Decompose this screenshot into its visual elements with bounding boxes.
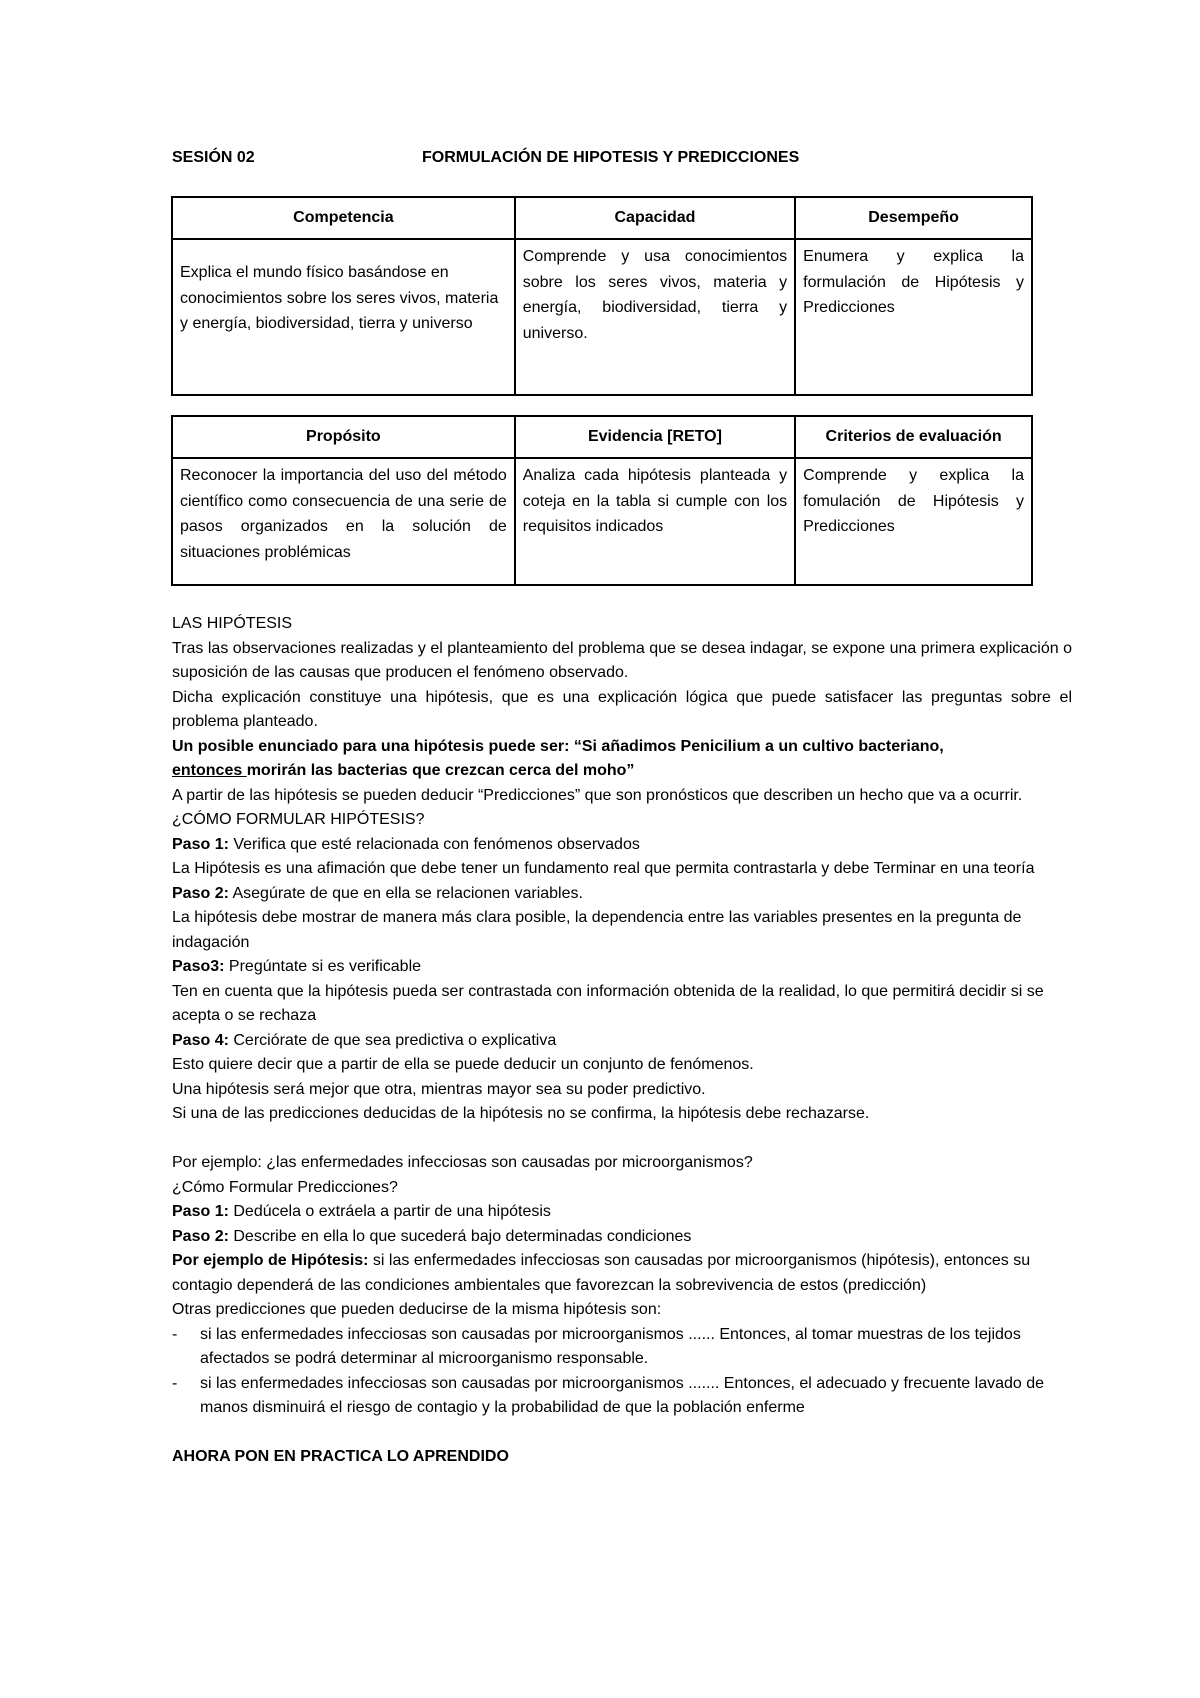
step-text: Verifica que esté relacionada con fenómenos observados — [228, 835, 640, 853]
paragraph: Dicha explicación constituye una hipótesis, que es una explicación lógica que puede satisfacer las preguntas sobre el problema planteado. — [172, 688, 1072, 730]
step-description: Si una de las predicciones deducidas de la hipótesis no se confirma, la hipótesis debe rechazarse. — [172, 1105, 870, 1122]
table-row — [172, 239, 1032, 395]
table-header-cell: Criterios de evaluación — [795, 416, 1032, 458]
table-header-cell: Competencia — [172, 197, 515, 239]
table-header-cell: Evidencia [RETO] — [515, 416, 795, 458]
table-cell-evidencia: Analiza cada hipótesis planteada y coteja en la tabla si cumple con los requisitos indicados — [515, 458, 795, 585]
step-label: Paso 2: — [172, 884, 229, 902]
table-cell-proposito: Reconocer la importancia del uso del método científico como consecuencia de una serie de pasos organizados en la solución de situaciones problémicas — [172, 458, 515, 585]
step-text: Describe en ella lo que sucederá bajo determinadas condiciones — [228, 1227, 692, 1245]
document-header — [172, 146, 1032, 170]
list-item-text: si las enfermedades infecciosas son causadas por microorganismos ....... Entonces, el adecuado y frecuente lavado de manos disminuirá el riesgo de contagio y la probabilidad de que la población enferme — [200, 1374, 1045, 1416]
step — [172, 1225, 1072, 1250]
example-label: Por ejemplo de Hipótesis: — [172, 1252, 369, 1269]
table-row — [172, 458, 1032, 585]
step-text: Asegúrate de que en ella se relacionen variables. — [228, 884, 583, 902]
paragraph: Tras las observaciones realizadas y el planteamiento del problema que se desea indagar, se expone una primera explicación o suposición de las causas que producen el fenómeno observado. — [172, 639, 1072, 681]
section-heading: LAS HIPÓTESIS — [172, 615, 293, 632]
table-header-row — [172, 416, 1032, 458]
list-item — [172, 1372, 1072, 1421]
step-text: Dedúcela o extráela a partir de una hipótesis — [228, 1203, 551, 1220]
page-title: FORMULACIÓN DE HIPOTESIS Y PREDICCIONES — [422, 149, 800, 166]
spacer — [172, 1127, 1072, 1152]
step — [172, 882, 1072, 907]
step-description: Ten en cuenta que la hipótesis pueda ser contrastada con información obtenida de la realidad, lo que permitirá decidir si se acepta o se rechaza — [172, 982, 1044, 1024]
example-text: Un posible enunciado para una hipótesis puede ser: “Si añadimos Penicilium a un cultivo bacteriano, — [172, 737, 944, 755]
example-text: morirán las bacterias que crezcan cerca del moho” — [246, 762, 635, 779]
step-label: Paso3: — [172, 958, 225, 975]
document-body — [172, 612, 1072, 1470]
step-text: Cerciórate de que sea predictiva o explicativa — [228, 1031, 557, 1049]
step-label: Paso 1: — [172, 835, 229, 853]
section-heading: ¿Cómo Formular Predicciones? — [172, 1178, 398, 1196]
table-header-cell: Propósito — [172, 416, 515, 458]
step-description: La hipótesis debe mostrar de manera más clara posible, la dependencia entre las variables presentes en la pregunta de indagación — [172, 909, 1022, 951]
step-description: Esto quiere decir que a partir de ella se puede deducir un conjunto de fenómenos. — [172, 1056, 754, 1073]
session-label: SESIÓN 02 — [172, 149, 255, 166]
example-text: si las enfermedades infecciosas son causadas por microorganismos (hipótesis), entonces su contagio dependerá de las condiciones ambientales que favorezcan la sobrevivencia de estos (predicción) — [172, 1252, 1031, 1294]
competency-table — [171, 196, 1033, 396]
step-label: Paso 1: — [172, 1203, 229, 1220]
table-header-row — [172, 197, 1032, 239]
step — [172, 1200, 1072, 1225]
section-heading: ¿CÓMO FORMULAR HIPÓTESIS? — [172, 811, 425, 828]
bullet-dash: - — [172, 1325, 178, 1343]
paragraph: Otras predicciones que pueden deducirse de la misma hipótesis son: — [172, 1301, 662, 1318]
table-header-cell: Capacidad — [515, 197, 795, 239]
step-description: Una hipótesis será mejor que otra, mientras mayor sea su poder predictivo. — [172, 1080, 706, 1098]
underlined-word: entonces — [172, 762, 247, 779]
table-cell-desempeno: Enumera y explica la formulación de Hipótesis y Predicciones — [795, 239, 1032, 395]
step-description: La Hipótesis es una afimación que debe tener un fundamento real que permita contrastarla y debe Terminar en una teoría — [172, 860, 1035, 877]
table-cell-criterios: Comprende y explica la fomulación de Hipótesis y Predicciones — [795, 458, 1032, 585]
table-cell-capacidad: Comprende y usa conocimientos sobre los seres vivos, materia y energía, biodiversidad, tierra y universo. — [515, 239, 795, 395]
spacer — [172, 1421, 1072, 1446]
paragraph: A partir de las hipótesis se pueden deducir “Predicciones” que son pronósticos que describen un hecho que va a ocurrir. — [172, 786, 1023, 804]
list-item-text: si las enfermedades infecciosas son causadas por microorganismos ...... Entonces, al tomar muestras de los tejidos afectados se podrá determinar al microorganismo responsable. — [200, 1325, 1021, 1367]
step-label: Paso 2: — [172, 1227, 229, 1245]
step-text: Pregúntate si es verificable — [224, 958, 422, 975]
closing-heading: AHORA PON EN PRACTICA LO APRENDIDO — [172, 1448, 509, 1465]
step — [172, 1029, 1072, 1054]
table-header-cell: Desempeño — [795, 197, 1032, 239]
paragraph-example — [172, 735, 1072, 784]
step — [172, 833, 1072, 858]
table-cell-competencia: Explica el mundo físico basándose en conocimientos sobre los seres vivos, materia y energía, biodiversidad, tierra y universo — [172, 239, 515, 395]
step — [172, 955, 1072, 980]
example-question: Por ejemplo: ¿las enfermedades infecciosas son causadas por microorganismos? — [172, 1154, 753, 1171]
list-item — [172, 1323, 1072, 1372]
purpose-table — [171, 415, 1033, 586]
step-label: Paso 4: — [172, 1031, 229, 1049]
example-hypothesis — [172, 1249, 1072, 1298]
bullet-dash: - — [172, 1374, 178, 1392]
